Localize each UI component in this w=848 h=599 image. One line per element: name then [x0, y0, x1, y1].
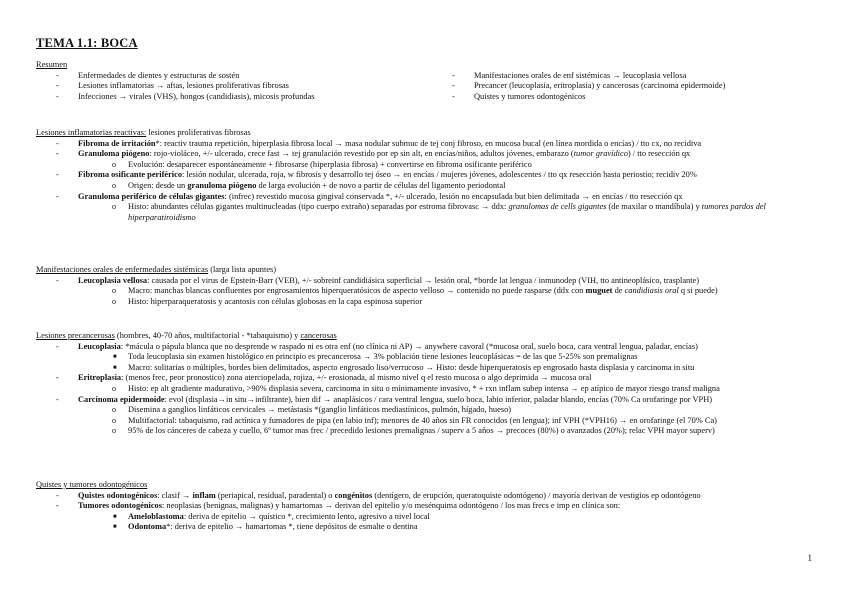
list-item: - Lesiones inflamatorias → aftas, lesiones proliferativas fibrosas: [36, 81, 432, 92]
list-item: - Tumores odontogénicos: neoplasias (benignas, malignas) y hamartomas → derivan del epitelio y/o mesénquima odontógeno / los mas frecs e imp en clínica son: ■ Ameloblastoma: deriva de epitelio → quístico *, crecimiento lento, agresivo a nivel local ■ Odontoma*: deriva de epitelio → hamartomas *, tiene depósitos de esmalte o dentina: [36, 501, 828, 533]
list-item: - Fibroma osificante periférico: lesión nodular, ulcerada, roja, w fibrosis y desarrollo tej óseo → en encías / mujeres jóvenes, adolescentes / tto qx resección hasta periostio; recidiv 20% o Origen: desde un granuloma piógeno de larga evolución + de novo a partir de células del ligamento periodontal: [36, 170, 828, 191]
page-number: 1: [807, 553, 812, 563]
list-item: - Enfermedades de dientes y estructuras de sostén: [36, 71, 432, 82]
sub-list-item: ■ Toda leucoplasia sin examen histológico en principio es precancerosa → 3% población tiene lesiones leucoplásicas = de las que 5-25% son premalignas: [78, 352, 828, 363]
sub-list-item: o Evolución: desaparecer espontáneamente + fibrosarse (hiperplasia fibrosa) + convertirse en fibroma osificante periférico: [78, 160, 828, 171]
section-heading: Quistes y tumores odontogénicos: [36, 480, 148, 489]
list-item: - Leucoplasia vellosa: causada por el virus de Epstein-Barr (VEB), +/- sobreinf candidiásica superficial → lesión oral, *borde lat lengua / inmunodep (VIH, tto antineoplásico, trasplante) o Macro: manchas blancas confluentes por engrosamientos hiperqueratósicos de aspecto velloso → contenido no puede rasparse (ddx con muguet de candidiasis oral q si puede) o Histo: hiperparaqueratosis y acantosis con células globosas en la capa espinosa superior: [36, 276, 828, 308]
list-item: - Fibroma de irritación*: reactiv trauma repetición, hiperplasia fibrosa local → masa nodular submuc de tej conj fibroso, en mucosa bucal (en línea mordida o encías) / tto cx, no recidiva: [36, 139, 828, 150]
section-heading: Lesiones precancerosas (hombres, 40-70 años, multifactorial - *tabaquismo) y cancerosas: [36, 331, 337, 340]
page-title: TEMA 1.1: BOCA: [36, 36, 138, 50]
section-manifestaciones: [36, 265, 828, 307]
list-item: - Eritroplasia: (menos frec, peor pronostico) zona aterciopelada, rojiza, +/- erosionada, al mismo nivel q el resto mucosa o algo deprimida → mucosa oral o Histo: ep alt gradiente madurativo, >90% displasia severa, carcinoma in situ o mínimamente invasivo, * + rxn inflam subep intensa → ep atípico de mayor riesgo transf maligna: [36, 373, 828, 394]
sub-list-item: o 95% de los cánceres de cabeza y cuello, 6º tumor mas frec / precedido lesiones premalignas / superv a 5 años → precoces (80%) o avanzados (20%); relac VPH mayor superv): [78, 426, 828, 437]
list-item: - Granuloma periférico de células gigantes: (infrec) revestido mucosa gingival conservada *, +/- ulcerado, lesión no encapsulada but bien delimitada → en encías / tto resección qx o Histo: abundantes células gigantes multinucleadas (tipo cuerpo extraño) separadas por estroma fibrovasc → ddx: granulomas de cells gigantes (de maxilar o mandíbula) y tumores pardos del hiperparatiroidismo: [36, 192, 828, 224]
sub-list-item: o Macro: manchas blancas confluentes por engrosamientos hiperqueratósicos de aspecto velloso → contenido no puede rasparse (ddx con muguet de candidiasis oral q si puede): [78, 286, 828, 297]
section-inflamatorias: [36, 128, 828, 223]
section-heading: Manifestaciones orales de enfermedades sistémicas (larga lista apuntes): [36, 265, 277, 274]
list-item: - Leucoplasia: *mácula o pápula blanca que no desprende w raspado ni es otra enf (no clínica ni AP) → anywhere cavoral (*mucosa oral, suelo boca, cara ventral lengua, paladar, encías) ■ Toda leucoplasia sin examen histológico en principio es precancerosa → 3% población tiene lesiones leucoplásicas = de las que 5-25% son premalignas ■ Macro: solitarias o múltiples, bordes bien delimitados, aspecto engrosado liso/verrucoso → Histo: desde hiperqueratosis ep engrosado hasta displasia y carcinoma in situ: [36, 342, 828, 374]
list-item: - Granuloma piógeno: rojo-violáceo, +/- ulcerado, crece fast → tej granulación revestido por ep sin alt, en encías/niños, adultos jóvenes, embarazo (tumor gravídico) / tto resección qx o Evolución: desaparecer espontáneamente + fibrosarse (hiperplasia fibrosa) + convertirse en fibroma osificante periférico: [36, 149, 828, 170]
sub-list-item: o Histo: hiperparaqueratosis y acantosis con células globosas en la capa espinosa superior: [78, 297, 828, 308]
list-item: - Manifestaciones orales de enf sistémicas → leucoplasia vellosa: [432, 71, 828, 82]
list-item: - Carcinoma epidermoide: evol (displasia→in situ→infiltrante), bien dif → anaplásicos / cara ventral lengua, suelo boca, labio inferior, paladar blando, encías (70% Ca orofaringe por VPH) o Disemina a ganglios linfáticos cervicales → metástasis *(ganglio linfáticos mediastínicos, pulmón, hígado, hueso) o Multifactorial: tabaquismo, rad actínica y fumadores de pipa (en labio inf); menores de 40 años sin FR conocidos (en lengua); inf VPH (*VPH16) → en orofaringe (el 70% Ca) o 95% de los cánceres de cabeza y cuello, 6º tumor mas frec / precedido lesiones premalignas / superv a 5 años → precoces (80%) o avanzados (20%); relac VPH mayor superv): [36, 395, 828, 437]
sub-list-item: ■ Ameloblastoma: deriva de epitelio → quístico *, crecimiento lento, agresivo a nivel local: [78, 512, 828, 523]
sub-list-item: o Multifactorial: tabaquismo, rad actínica y fumadores de pipa (en labio inf); menores de 40 años sin FR conocidos (en lengua); inf VPH (*VPH16) → en orofaringe (el 70% Ca): [78, 416, 828, 427]
resumen-right-column: [432, 71, 828, 103]
list-item: - Precancer (leucoplasia, eritroplasia) y cancerosas (carcinoma epidermoide): [432, 81, 828, 92]
section-precancerosas: [36, 331, 828, 437]
sub-list-item: ■ Odontoma*: deriva de epitelio → hamartomas *, tiene depósitos de esmalte o dentina: [78, 522, 828, 533]
section-quistes: [36, 480, 828, 533]
section-resumen: [36, 60, 828, 102]
section-heading: Lesiones inflamatorias reactivas: lesiones proliferativas fibrosas: [36, 128, 251, 137]
sub-list-item: o Disemina a ganglios linfáticos cervicales → metástasis *(ganglio linfáticos mediastínicos, pulmón, hígado, hueso): [78, 405, 828, 416]
sub-list-item: ■ Macro: solitarias o múltiples, bordes bien delimitados, aspecto engrosado liso/verrucoso → Histo: desde hiperqueratosis ep engrosado hasta displasia y carcinoma in situ: [78, 363, 828, 374]
list-item: - Infecciones → virales (VHS), hongos (candidiasis), micosis profundas: [36, 92, 432, 103]
section-heading: Resumen: [36, 60, 68, 69]
sub-list-item: o Origen: desde un granuloma piógeno de larga evolución + de novo a partir de células del ligamento periodontal: [78, 181, 828, 192]
sub-list-item: o Histo: abundantes células gigantes multinucleadas (tipo cuerpo extraño) separadas por estroma fibrovasc → ddx: granulomas de cells gigantes (de maxilar o mandíbula) y tumores pardos del hiperparatiroidismo: [78, 202, 828, 223]
list-item: - Quistes odontogénicos: clasif → inflam (periapical, residual, paradental) o congénitos (dentígero, de erupción, queratoquiste odontógeno) / mayoría derivan de vestigios ep odontógeno: [36, 491, 828, 502]
sub-list-item: o Histo: ep alt gradiente madurativo, >90% displasia severa, carcinoma in situ o mínimamente invasivo, * + rxn inflam subep intensa → ep atípico de mayor riesgo transf maligna: [78, 384, 828, 395]
resumen-left-column: [36, 71, 432, 103]
list-item: - Quistes y tumores odontogénicos: [432, 92, 828, 103]
